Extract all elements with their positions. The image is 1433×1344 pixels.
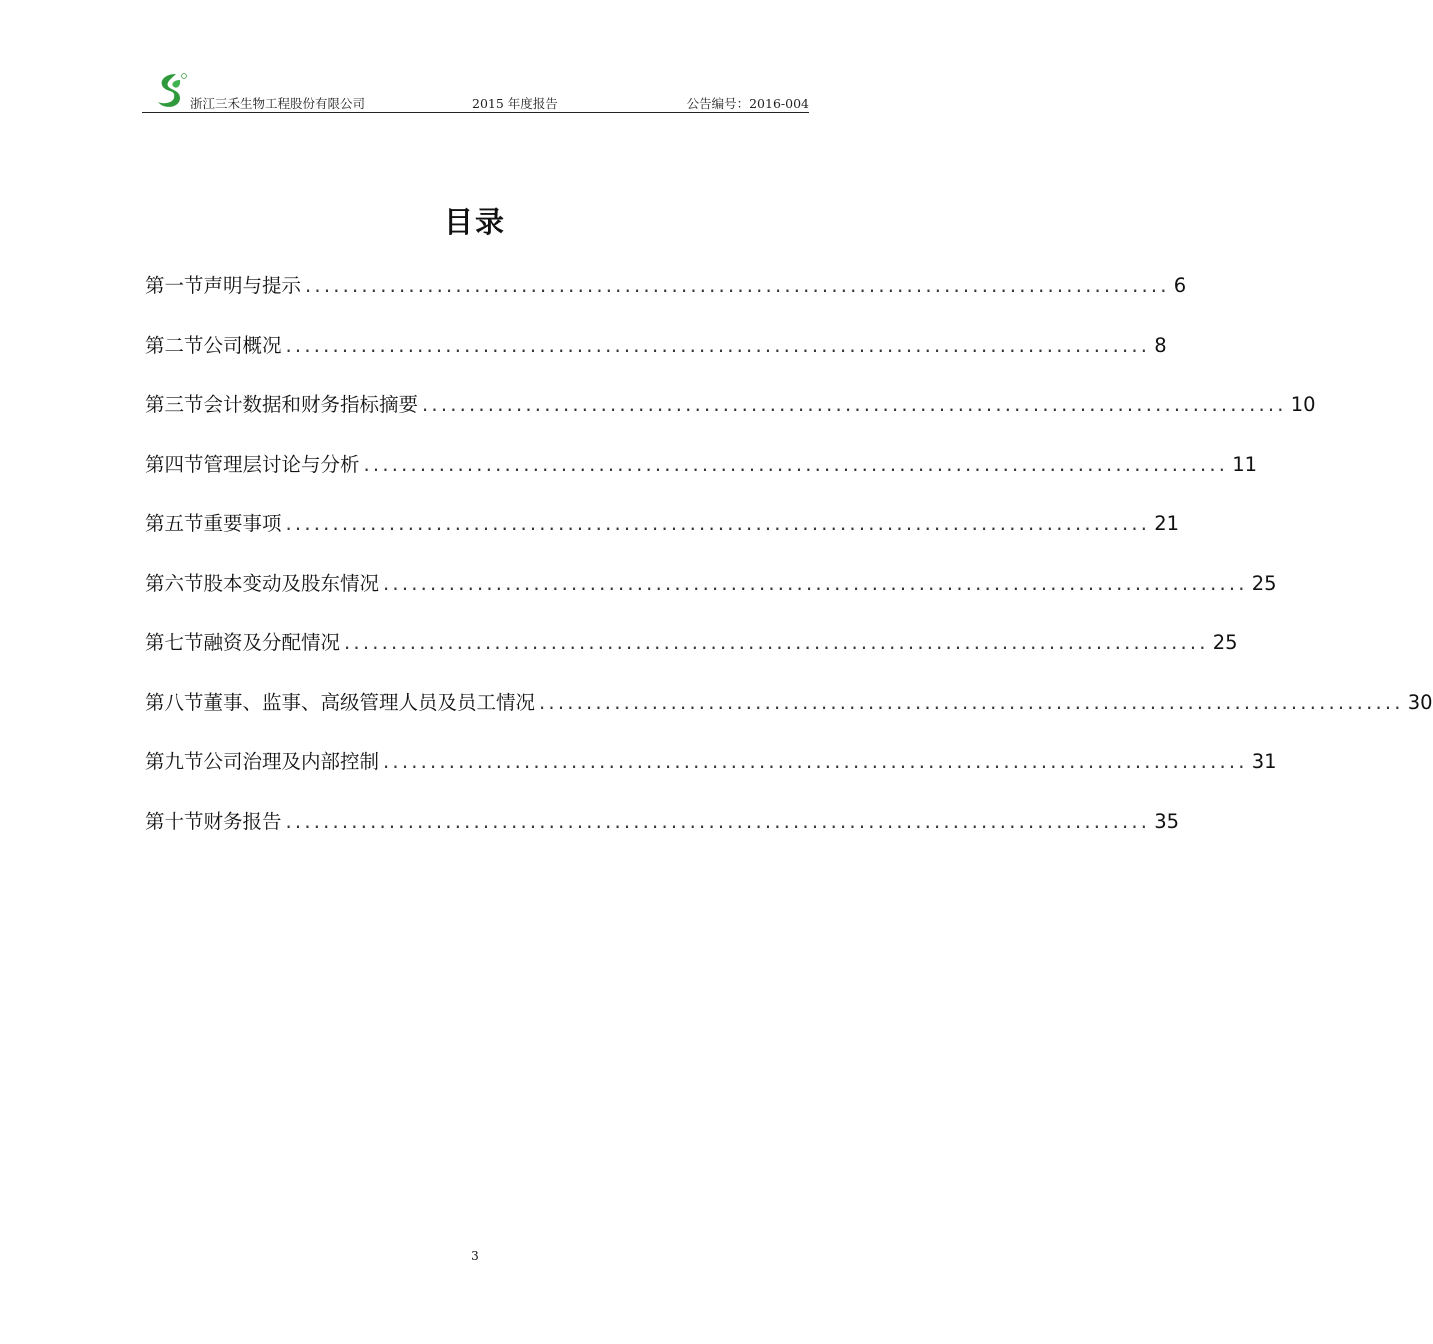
toc-entry-label: 第十节财务报告: [145, 809, 282, 833]
toc-entry-label: 第四节管理层讨论与分析: [145, 452, 360, 476]
toc-entry-page: 10: [1290, 393, 1316, 416]
toc-leader-dots: ............................................................................................: [285, 333, 1151, 357]
toc-entry-label: 第八节董事、监事、高级管理人员及员工情况: [145, 690, 536, 714]
toc-title: 目录: [443, 205, 506, 239]
toc-entry[interactable]: [145, 627, 1238, 687]
toc-leader-dots: ............................................................................................: [363, 452, 1229, 476]
toc-leader-dots: ............................................................................................: [539, 690, 1404, 714]
page-header: [142, 64, 809, 113]
toc-entry-page: 11: [1232, 452, 1258, 476]
toc-entry-label: 第六节股本变动及股东情况: [145, 571, 380, 595]
toc-entry[interactable]: [145, 449, 1258, 509]
toc-entry-page: 30: [1407, 690, 1433, 714]
toc-entry[interactable]: [145, 330, 1167, 390]
toc-leader-dots: ............................................................................................: [344, 631, 1209, 654]
toc-entry[interactable]: [145, 806, 1180, 866]
toc-entry-label: 第三节会计数据和财务指标摘要: [145, 393, 419, 416]
toc-leader-dots: ............................................................................................: [305, 274, 1170, 297]
toc-entry-page: 31: [1251, 750, 1277, 773]
toc-entry-page: 8: [1154, 333, 1167, 357]
toc-entry-label: 第九节公司治理及内部控制: [145, 750, 380, 773]
toc-entry-page: 25: [1251, 571, 1277, 595]
notice-number: 公告编号：2016-004: [686, 96, 809, 111]
toc-entry[interactable]: [145, 746, 1277, 806]
toc-entry-label: 第二节公司概况: [145, 333, 282, 357]
table-of-contents: [145, 270, 1433, 865]
toc-entry[interactable]: [145, 389, 1316, 449]
toc-entry-page: 21: [1154, 512, 1180, 535]
company-logo-icon: [150, 70, 190, 114]
toc-entry[interactable]: [145, 568, 1277, 628]
report-title: 2015 年度报告: [472, 96, 558, 111]
toc-leader-dots: ............................................................................................: [285, 809, 1151, 833]
toc-entry[interactable]: [145, 687, 1433, 747]
toc-entry-page: 25: [1212, 631, 1238, 654]
toc-entry-label: 第一节声明与提示: [145, 274, 302, 297]
toc-entry[interactable]: [145, 508, 1180, 568]
toc-entry-page: 35: [1154, 809, 1180, 833]
toc-entry-label: 第五节重要事项: [145, 512, 282, 535]
company-name: 浙江三禾生物工程股份有限公司: [190, 96, 366, 111]
toc-leader-dots: ............................................................................................: [383, 750, 1248, 773]
toc-entry-label: 第七节融资及分配情况: [145, 631, 341, 654]
page-number: 3: [471, 1249, 479, 1263]
toc-leader-dots: ............................................................................................: [422, 393, 1287, 416]
toc-entry[interactable]: [145, 270, 1187, 330]
toc-leader-dots: ............................................................................................: [285, 512, 1151, 535]
toc-entry-page: 6: [1173, 274, 1187, 297]
toc-leader-dots: ............................................................................................: [383, 571, 1248, 595]
